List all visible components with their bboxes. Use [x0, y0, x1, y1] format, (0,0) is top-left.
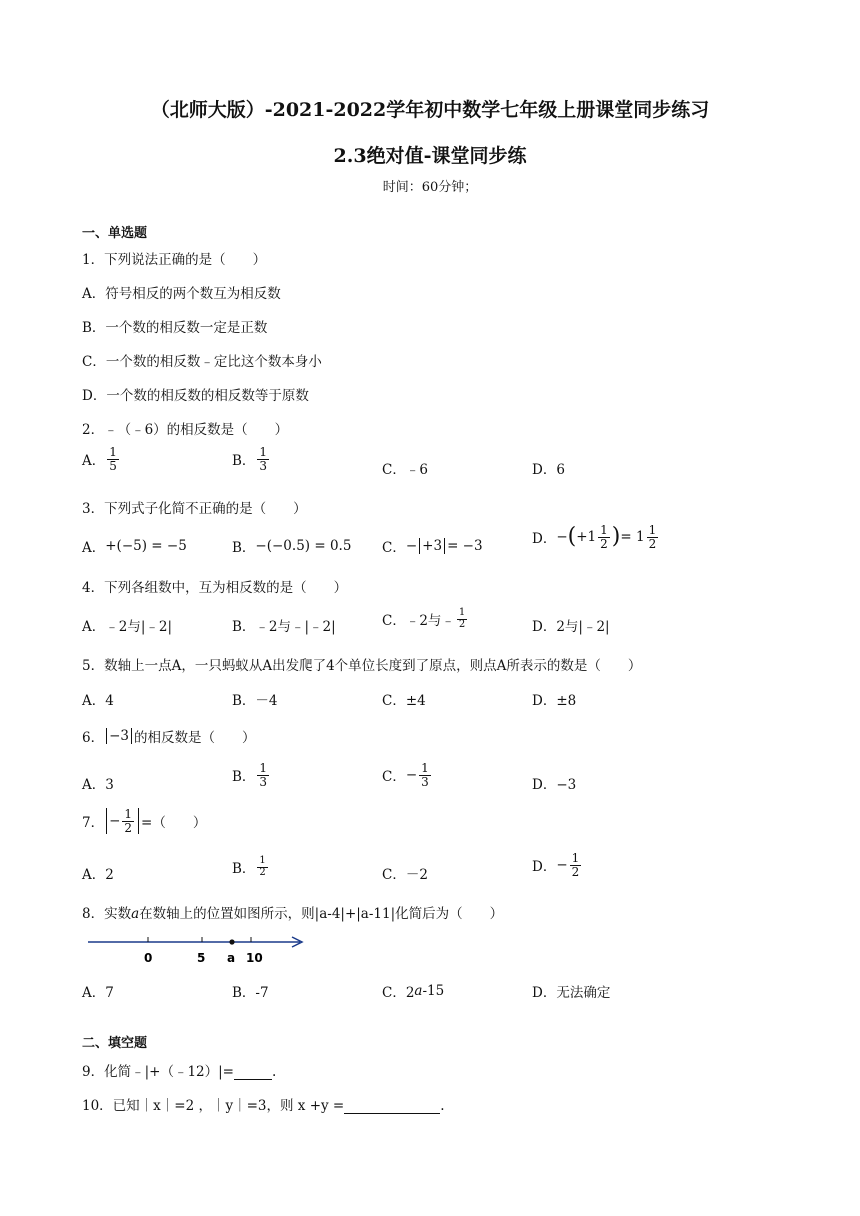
option-label: C．2 — [382, 985, 415, 1001]
denominator: 2 — [259, 866, 266, 878]
option-label: A． — [82, 453, 106, 470]
left-paren: ( — [567, 524, 577, 550]
time-limit: 时间：60分钟； — [382, 180, 478, 195]
q3-option-d — [532, 524, 660, 550]
period: . — [440, 1098, 445, 1114]
numerator: 1 — [259, 855, 266, 866]
q1-option-d: D．一个数的相反数的相反数等于原数 — [82, 388, 309, 404]
q1-option-b: B．一个数的相反数一定是正数 — [82, 320, 268, 336]
option-text: C．－2 — [382, 867, 428, 883]
option-text: D．无法确定 — [532, 985, 611, 1001]
option-text: -15 — [422, 983, 445, 999]
option-text: C．﹣6 — [382, 462, 428, 478]
option-label: C．﹣2与﹣ — [382, 613, 455, 629]
right-paren: ) — [611, 524, 621, 550]
question-text: =（ ） — [141, 815, 207, 832]
minus-sign: − — [405, 538, 418, 554]
answer-blank[interactable] — [234, 1065, 272, 1080]
q7-option-b — [232, 856, 270, 878]
fraction — [457, 608, 467, 630]
question-text: 9．化简﹣|+（﹣12）|= — [82, 1064, 234, 1080]
q8-option-d — [532, 981, 610, 1001]
q4-option-b — [232, 615, 336, 635]
number-line-figure — [86, 930, 311, 966]
denominator: 3 — [259, 458, 268, 473]
point-a — [229, 939, 234, 944]
math-result: = −3 — [447, 538, 483, 554]
absolute-value — [106, 808, 139, 834]
absolute-value — [106, 728, 132, 744]
option-text: B．-7 — [232, 985, 269, 1001]
q5-option-a — [82, 689, 114, 709]
denominator: 2 — [600, 536, 608, 551]
abs-inner: +3 — [422, 538, 443, 554]
option-text: C．±4 — [382, 693, 426, 709]
q1-option-a: A．符号相反的两个数互为相反数 — [82, 286, 281, 302]
question-7 — [82, 808, 206, 834]
question-number: 6． — [82, 730, 105, 746]
fraction — [107, 446, 119, 472]
numerator: 1 — [421, 761, 429, 775]
question-9 — [82, 1060, 276, 1080]
option-label: B． — [232, 453, 256, 470]
numerator: 1 — [259, 761, 268, 775]
axis-label-10: 10 — [246, 951, 263, 965]
minus-sign: − — [109, 813, 121, 830]
page-title: （北师大版）-2021-2022学年初中数学七年级上册课堂同步练习 — [150, 99, 710, 121]
fraction — [647, 524, 659, 550]
option-label: D． — [532, 859, 557, 876]
q8-option-c — [382, 981, 444, 1001]
numerator: 1 — [124, 807, 133, 821]
q7-option-c — [382, 863, 428, 883]
question-8 — [82, 902, 503, 922]
numerator: 1 — [259, 445, 268, 459]
option-text: D．−3 — [532, 777, 577, 793]
q8-option-b — [232, 981, 269, 1001]
q1-option-c: C．一个数的相反数﹣定比这个数本身小 — [82, 354, 322, 370]
question-2: 2．﹣（﹣6）的相反数是（ ） — [82, 422, 289, 438]
q6-option-d — [532, 773, 576, 793]
question-5: 5．数轴上一点A，一只蚂蚁从A出发爬了4个单位长度到了原点，则点A所表示的数是（ ） — [82, 658, 642, 674]
minus-sign: − — [556, 857, 568, 874]
option-text: D．2与|﹣2| — [532, 619, 610, 635]
section-fill-blank: 二、填空题 — [82, 1036, 148, 1051]
option-label: A． — [82, 540, 106, 556]
section-single-choice: 一、单选题 — [82, 226, 148, 241]
denominator: 2 — [124, 820, 133, 835]
q5-option-b — [232, 689, 278, 709]
q2-option-b — [232, 446, 271, 472]
q4-option-a — [82, 615, 172, 635]
option-text: D．±8 — [532, 693, 577, 709]
question-text: 8．实数 — [82, 906, 132, 922]
axis-label-0: 0 — [144, 951, 153, 965]
fraction — [570, 852, 582, 878]
minus-sign: − — [405, 767, 418, 784]
numerator: 1 — [109, 445, 117, 459]
denominator: 5 — [109, 458, 117, 473]
math-expression: −(−0.5) = 0.5 — [255, 538, 352, 554]
denominator: 2 — [458, 618, 466, 630]
q7-option-d — [532, 852, 583, 878]
question-text: 10．已知｜x｜=2 ，｜y｜=3，则 x +y = — [82, 1098, 345, 1114]
option-label: B． — [232, 540, 256, 556]
option-text: D．6 — [532, 462, 565, 478]
math-result: = 1 — [620, 529, 645, 546]
denominator: 3 — [421, 774, 429, 789]
q6-option-a — [82, 773, 114, 793]
q6-option-c — [382, 762, 433, 788]
option-text: B．﹣2与﹣|﹣2| — [232, 619, 336, 635]
fraction — [598, 524, 610, 550]
q3-option-c — [382, 536, 483, 556]
q4-option-d — [532, 615, 610, 635]
question-1: 1．下列说法正确的是（ ） — [82, 252, 267, 268]
question-6 — [82, 726, 256, 746]
page-subtitle: 2.3绝对值-课堂同步练 — [333, 145, 527, 167]
question-3: 3．下列式子化简不正确的是（ ） — [82, 501, 307, 517]
question-10 — [82, 1094, 445, 1114]
variable: a — [131, 906, 140, 922]
option-label: B． — [232, 861, 256, 877]
q5-option-d — [532, 689, 576, 709]
q5-option-c — [382, 689, 426, 709]
absolute-value — [419, 538, 445, 554]
option-text: A．7 — [82, 985, 114, 1001]
variable: a — [414, 983, 423, 999]
denominator: 3 — [259, 774, 268, 789]
plus-one: +1 — [576, 529, 597, 546]
question-4: 4．下列各组数中，互为相反数的是（ ） — [82, 580, 348, 596]
option-text: A．2 — [82, 867, 114, 883]
q3-option-b — [232, 536, 351, 556]
numerator: 1 — [458, 607, 466, 618]
option-text: A．4 — [82, 693, 114, 709]
q2-option-a — [82, 446, 121, 472]
q8-option-a — [82, 981, 114, 1001]
option-label: C． — [382, 769, 406, 786]
question-text: 的相反数是（ ） — [134, 730, 256, 746]
axis-label-5: 5 — [197, 951, 206, 965]
denominator: 2 — [648, 536, 657, 551]
period: . — [272, 1064, 277, 1080]
math-expression: +(−5) = −5 — [105, 538, 187, 554]
option-label: C． — [382, 540, 406, 556]
minus-sign: − — [556, 529, 568, 546]
option-text: B．－4 — [232, 693, 278, 709]
numerator: 1 — [600, 523, 608, 537]
option-text: A．3 — [82, 777, 114, 793]
denominator: 2 — [571, 864, 580, 879]
axis-label-a: a — [227, 951, 236, 965]
q7-option-a — [82, 863, 114, 883]
question-number: 7． — [82, 815, 105, 832]
option-text: A．﹣2与|﹣2| — [82, 619, 173, 635]
q3-option-a — [82, 536, 187, 556]
option-label: B． — [232, 769, 256, 786]
q4-option-c — [382, 608, 469, 630]
fraction — [122, 808, 134, 834]
numerator: 1 — [648, 523, 657, 537]
fraction — [419, 762, 431, 788]
answer-blank[interactable] — [344, 1099, 440, 1114]
fraction — [257, 446, 269, 472]
q2-option-d — [532, 458, 565, 478]
fraction — [257, 856, 267, 878]
numerator: 1 — [571, 851, 580, 865]
question-text: 在数轴上的位置如图所示，则|a-4|+|a-11|化简后为（ ） — [139, 906, 504, 922]
q6-option-b — [232, 762, 271, 788]
fraction — [257, 762, 269, 788]
option-label: D． — [532, 531, 557, 548]
q2-option-c — [382, 458, 428, 478]
abs-inner: −3 — [109, 728, 129, 744]
